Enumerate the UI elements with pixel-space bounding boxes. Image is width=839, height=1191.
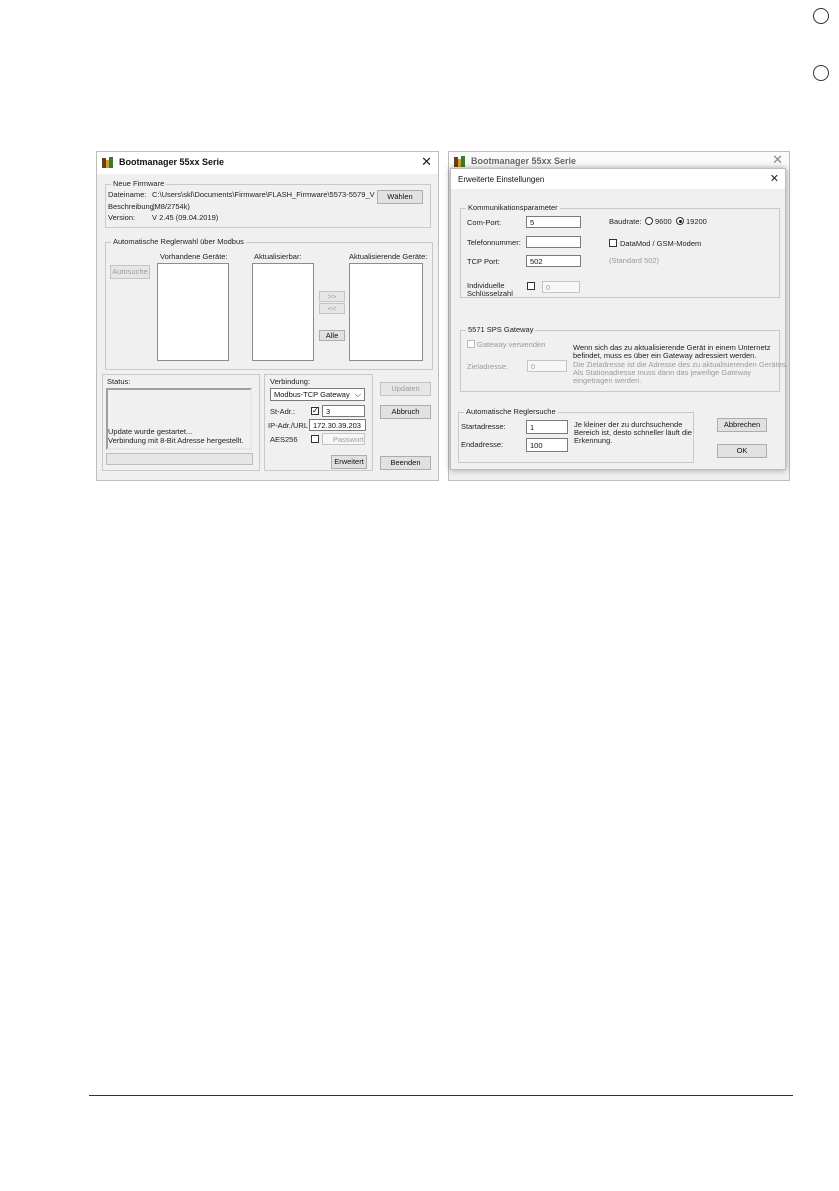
beschreibung-value: (M8/2754k) xyxy=(152,202,190,211)
gateway-info: befindet, muss es über ein Gateway adressiert werden. xyxy=(573,351,757,360)
schluessel-label: Schlüsselzahl xyxy=(467,289,513,298)
abbruch-button[interactable]: Abbruch xyxy=(380,405,431,419)
neue-firmware-group xyxy=(105,179,431,228)
group-label: 5571 SPS Gateway xyxy=(468,325,534,334)
kommunikation-group xyxy=(460,203,780,298)
move-left-button[interactable]: << xyxy=(319,303,345,314)
version-label: Version: xyxy=(108,213,136,222)
datamod-label: DataMod / GSM-Modem xyxy=(620,239,702,248)
status-group xyxy=(102,374,260,471)
baudrate-label: Baudrate: xyxy=(609,217,642,226)
close-icon[interactable]: ✕ xyxy=(772,152,783,167)
erweitert-button[interactable]: Erweitert xyxy=(331,455,367,469)
ip-adr-input[interactable]: 172.30.39.203 xyxy=(309,419,366,431)
move-right-button[interactable]: >> xyxy=(319,291,345,302)
updaten-button[interactable]: Updaten xyxy=(380,382,431,396)
alle-button[interactable]: Alle xyxy=(319,330,345,341)
aktualisierbar-list[interactable] xyxy=(252,263,314,361)
baud-9600-label: 9600 xyxy=(655,217,672,226)
baud-9600-radio[interactable] xyxy=(645,217,653,225)
status-line: Verbindung mit 8-Bit Adresse hergestellt. xyxy=(108,436,244,445)
app-icon xyxy=(454,156,465,167)
verbindung-group xyxy=(264,374,373,471)
bootmanager-window xyxy=(96,151,439,481)
schluessel-label: Individuelle xyxy=(467,281,505,290)
aes256-checkbox[interactable] xyxy=(311,435,319,443)
close-icon[interactable]: ✕ xyxy=(769,173,779,185)
gateway-group xyxy=(460,325,788,392)
gateway-label: Gateway verwenden xyxy=(477,340,546,349)
aktualisierende-geraete-list[interactable] xyxy=(349,263,423,361)
group-label: Automatische Reglerwahl über Modbus xyxy=(113,237,244,246)
aktualisierbar-label: Aktualisierbar: xyxy=(254,252,302,261)
tcp-port-input[interactable]: 502 xyxy=(526,255,581,267)
group-label: Automatische Reglersuche xyxy=(466,407,556,416)
gateway-checkbox[interactable] xyxy=(467,340,475,348)
footer-rule xyxy=(89,1095,793,1096)
autosuche-button[interactable]: Autosuche xyxy=(110,265,150,279)
startadresse-input[interactable]: 1 xyxy=(526,420,568,434)
waehlen-button[interactable]: Wählen xyxy=(377,190,423,204)
standard-hint: (Standard 502) xyxy=(609,256,660,265)
chevron-down-icon: ⌵ xyxy=(354,390,361,399)
selected-connection: Modbus-TCP Gateway xyxy=(274,390,350,399)
status-line: Update wurde gestartet... xyxy=(108,427,193,436)
dateiname-label: Dateiname: xyxy=(108,190,147,199)
connection-type-select[interactable] xyxy=(270,388,365,401)
startadresse-label: Startadresse: xyxy=(461,422,506,431)
verbindung-label: Verbindung: xyxy=(270,377,311,386)
aes256-label: AES256 xyxy=(270,435,298,444)
baud-19200-label: 19200 xyxy=(686,217,707,226)
com-port-input[interactable]: 5 xyxy=(526,216,581,228)
passwort-input[interactable]: Passwort xyxy=(322,433,365,445)
gateway-info: Als Stationadresse muss dann das jeweilige Gateway xyxy=(573,368,752,377)
beschreibung-label: Beschreibung: xyxy=(108,202,156,211)
st-adr-label: St-Adr.: xyxy=(270,407,296,416)
progress-bar xyxy=(106,453,253,465)
app-icon xyxy=(102,157,113,168)
telefon-input[interactable] xyxy=(526,236,581,248)
datamod-checkbox[interactable] xyxy=(609,239,617,247)
gateway-info: eingetragen werden. xyxy=(573,376,642,385)
window-title: Bootmanager 55xx Serie xyxy=(119,157,225,167)
vorhandene-geraete-label: Vorhandene Geräte: xyxy=(160,252,228,261)
reglersuche-hint: Erkennung. xyxy=(574,436,613,445)
group-label: Kommunikationsparameter xyxy=(468,203,558,212)
dialog-title-bar xyxy=(451,169,785,189)
st-adr-checkbox[interactable]: ✓ xyxy=(312,406,319,415)
reglersuche-hint: Je kleiner der zu durchsuchende xyxy=(574,420,683,429)
reglersuche-hint: Bereich ist, desto schneller läuft die xyxy=(574,428,692,437)
reglerwahl-group xyxy=(105,237,433,370)
aktualisierende-geraete-label: Aktualisierende Geräte: xyxy=(349,252,428,261)
ip-adr-label: IP-Adr./URL xyxy=(268,421,309,430)
group-label: Neue Firmware xyxy=(113,179,165,188)
window-title: Bootmanager 55xx Serie xyxy=(471,156,577,166)
endadresse-input[interactable]: 100 xyxy=(526,438,568,452)
beenden-button[interactable]: Beenden xyxy=(380,456,431,470)
zieladresse-label: Zieladresse: xyxy=(467,362,508,371)
tcp-port-label: TCP Port: xyxy=(467,257,500,266)
st-adr-input[interactable]: 3 xyxy=(322,405,365,417)
status-label: Status: xyxy=(107,377,131,386)
dateiname-value: C:\Users\skl\Documents\Firmware\FLASH_Firmware\5573-5579_V xyxy=(152,190,375,199)
punch-hole-top xyxy=(813,8,829,24)
vorhandene-geraete-list[interactable] xyxy=(157,263,229,361)
zieladresse-input[interactable]: 0 xyxy=(527,360,567,372)
erweiterte-einstellungen-dialog xyxy=(450,168,786,470)
telefon-label: Telefonnummer: xyxy=(467,238,521,247)
abbrechen-button[interactable]: Abbrechen xyxy=(717,418,767,432)
status-log xyxy=(106,388,252,450)
gateway-info: Die Zieladresse ist die Adresse des zu aktualisierenden Gerätes. xyxy=(573,360,788,369)
baud-19200-radio[interactable] xyxy=(676,217,684,225)
dialog-title: Erweiterte Einstellungen xyxy=(458,175,545,184)
com-port-label: Com-Port: xyxy=(467,218,502,227)
ok-button[interactable]: OK xyxy=(717,444,767,458)
punch-hole-middle xyxy=(813,65,829,81)
title-bar xyxy=(97,152,438,174)
gateway-info: Wenn sich das zu aktualisierende Gerät in einem Unternetz xyxy=(573,343,771,352)
schluessel-input[interactable]: 0 xyxy=(542,281,580,293)
reglersuche-group xyxy=(458,407,694,463)
version-value: V 2.45 (09.04.2019) xyxy=(152,213,219,222)
close-icon[interactable]: ✕ xyxy=(421,154,432,169)
endadresse-label: Endadresse: xyxy=(461,440,504,449)
schluessel-checkbox[interactable] xyxy=(527,282,535,290)
